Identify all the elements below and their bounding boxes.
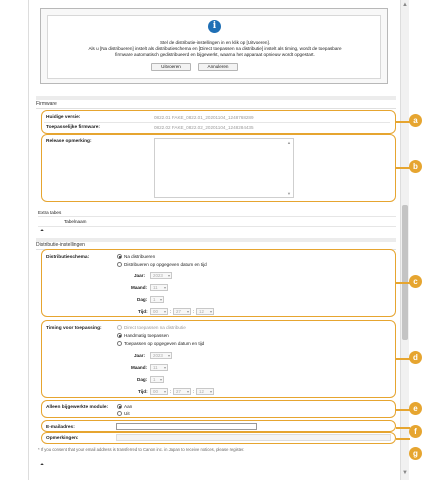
execute-button[interactable]: Uitvoeren <box>151 63 191 71</box>
timing-option-1: Direct toepassen na distributie <box>124 325 186 330</box>
callout-b <box>41 134 396 202</box>
textarea-down-icon[interactable]: ▼ <box>287 191 291 196</box>
timing-minute-select[interactable]: 27 ▾ <box>173 388 191 395</box>
second-select[interactable]: 12 ▾ <box>196 308 214 315</box>
notes-label: Opmerkingen: <box>46 436 79 441</box>
callout-c <box>41 249 396 317</box>
minute-select[interactable]: 27 ▾ <box>173 308 191 315</box>
scrollbar-thumb[interactable] <box>402 205 408 340</box>
timing-day-label: Dag: <box>137 377 148 382</box>
dialog-line-2: Als u [Na distribueren] instelt als distributieschema en [Direct toepassen na distributie] instelt als timing, wordt de toepasbare <box>88 46 342 51</box>
info-dialog-inner <box>47 15 381 79</box>
badge-f: f <box>409 425 422 438</box>
scroll-up-arrow-icon[interactable]: ▲ <box>402 2 408 8</box>
module-option-off: Uit <box>124 411 130 416</box>
module-option-on: Aan <box>124 404 133 409</box>
timing-year-label: Jaar: <box>134 353 145 358</box>
callout-d <box>41 320 396 398</box>
badge-a: a <box>409 114 422 127</box>
module-only-label: Alleen bijgewerkte module: <box>46 405 109 410</box>
dialog-line-3: firmware automatisch gedistribueerd en bijgewerkt, waarna het apparaat opnieuw wordt opgestart. <box>115 52 315 57</box>
schedule-option-2: Distribueren op opgegeven datum en tijd <box>124 262 207 267</box>
collapse-icon[interactable]: ⏶ <box>40 228 45 234</box>
callout-g <box>41 432 396 444</box>
distribution-section-title: Distributie-instellingen <box>36 242 396 250</box>
day-label: Dag: <box>137 297 148 302</box>
badge-b: b <box>409 160 422 173</box>
month-label: Maand: <box>131 285 148 290</box>
dialog-line-1: Stel de distributie-instellingen in en klik op [Uitvoeren]. <box>159 40 271 45</box>
cancel-button[interactable]: Annuleren <box>198 63 238 71</box>
section-divider <box>36 96 396 100</box>
scroll-down-arrow-icon[interactable]: ▼ <box>402 470 408 476</box>
badge-c: c <box>409 275 422 288</box>
applicable-firmware-label: Toepasselijke firmware: <box>46 125 101 130</box>
timing-hour-select[interactable]: 00 ▾ <box>150 388 168 395</box>
schedule-option-1: Na distribueren <box>124 254 156 259</box>
timing-option-2: Handmatig toepassen <box>124 333 169 338</box>
vertical-scrollbar[interactable] <box>401 0 409 480</box>
current-version-label: Huidige versie: <box>46 115 81 120</box>
badge-e: e <box>409 402 422 415</box>
extra-tables-title: Extra tabes <box>38 210 62 215</box>
hour-select[interactable]: 00 ▾ <box>150 308 168 315</box>
consent-note: * If you consent that your email address is transferred to Canon inc. in Japan to receive notices, please register. <box>38 447 245 452</box>
release-notes-label: Release opmerking: <box>46 139 92 144</box>
time-label: Tijd: <box>138 309 148 314</box>
callout-e <box>41 400 396 418</box>
textarea-up-icon[interactable]: ▲ <box>287 140 291 145</box>
callout-f <box>41 420 396 432</box>
year-select[interactable]: 2023 ▾ <box>150 272 172 279</box>
year-label: Jaar: <box>134 273 145 278</box>
timing-month-label: Maand: <box>131 365 148 370</box>
month-select[interactable]: 11 ▾ <box>150 284 168 291</box>
info-icon: i <box>208 20 221 33</box>
badge-g: g <box>409 447 422 460</box>
timing-time-label: Tijd: <box>138 389 148 394</box>
day-select[interactable]: 1 ▾ <box>150 296 164 303</box>
badge-d: d <box>409 351 422 364</box>
callout-a <box>41 110 396 134</box>
timing-month-select[interactable]: 11 ▾ <box>150 364 168 371</box>
current-version-value: 0822.01 FAKE_0822.01_20201104_1248768289 <box>154 115 254 120</box>
applicable-firmware-value: 0822.02 FAKE_0822.02_20201104_1248284435 <box>154 125 254 130</box>
timing-year-select[interactable]: 2023 ▾ <box>150 352 172 359</box>
schedule-label: Distributieschema: <box>46 255 90 260</box>
email-label: E-mailadres: <box>46 425 75 430</box>
firmware-section-title: Firmware <box>36 101 396 109</box>
collapse-icon[interactable]: ⏶ <box>40 462 45 468</box>
timing-second-select[interactable]: 12 ▾ <box>196 388 214 395</box>
table-name-header: Tabelnaam <box>64 219 87 224</box>
timing-day-select[interactable]: 1 ▾ <box>150 376 164 383</box>
info-dialog <box>40 8 388 84</box>
timing-label: Timing voor toepassing: <box>46 326 102 331</box>
timing-option-3: Toepassen op opgegeven datum en tijd <box>124 341 205 346</box>
